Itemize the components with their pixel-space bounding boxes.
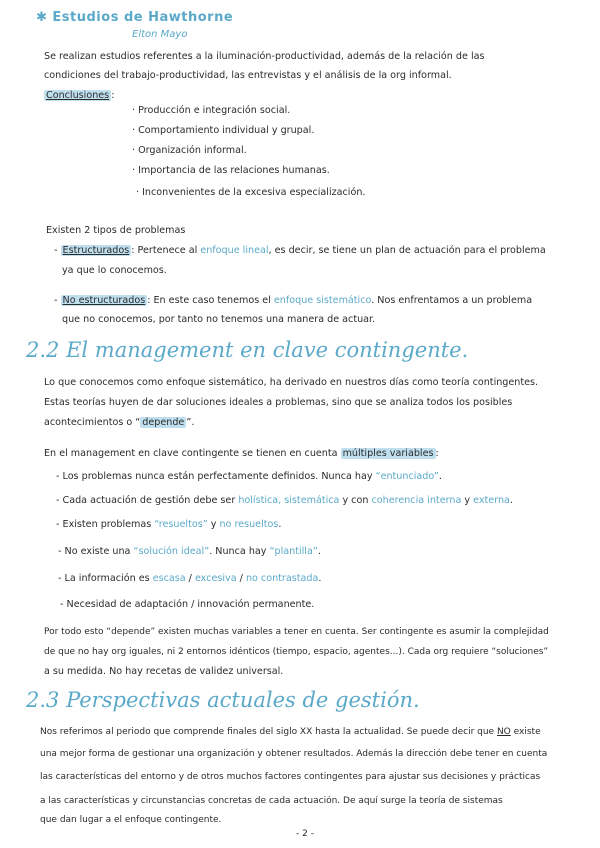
- conclusion-item: · Comportamiento individual y grupal.: [132, 125, 315, 136]
- page-title: ✱ Estudios de Hawthorne: [36, 10, 234, 25]
- s22-p3-line-3: a su medida. No hay recetas de validez universal.: [44, 666, 284, 677]
- s22-bullet-4: - No existe una “solución ideal”. Nunca hay “plantilla”.: [58, 546, 321, 557]
- conclusion-item: · Importancia de las relaciones humanas.: [132, 165, 330, 176]
- s22-bullet-2: - Cada actuación de gestión debe ser holística, sistemática y con coherencia interna y externa.: [56, 495, 513, 506]
- conclusion-item: · Organización informal.: [132, 145, 247, 156]
- no-estructurados-line-2: que no conocemos, por tanto no tenemos una manera de actuar.: [62, 314, 376, 325]
- section-2-2-heading: 2.2 El management en clave contingente.: [26, 338, 469, 362]
- conclusiones-label: Conclusiones: [46, 90, 110, 101]
- problemas-intro: Existen 2 tipos de problemas: [46, 225, 186, 236]
- s22-p1-line-1: Lo que conocemos como enfoque sistemático, ha derivado en nuestros días como teoría contingentes.: [44, 377, 539, 388]
- multiples-variables-term: múltiples variables: [342, 448, 434, 459]
- conclusiones-heading: [44, 89, 114, 102]
- author-name: Elton Mayo: [132, 29, 188, 40]
- s23-line-2: una mejor forma de gestionar una organización y obtener resultados. Además la dirección debe tener en cuenta: [40, 749, 548, 759]
- no-estructurados-line-1: - No estructurados : En este caso tenemos el enfoque sistemático. Nos enfrentamos a un problema: [54, 295, 533, 306]
- estructurados-line-2: ya que lo conocemos.: [62, 265, 167, 276]
- s22-bullet-6: - Necesidad de adaptación / innovación permanente.: [60, 599, 315, 610]
- conclusiones-colon: :: [111, 90, 115, 101]
- page-number: - 2 -: [296, 829, 314, 839]
- s22-p1-line-2: Estas teorías huyen de dar soluciones ideales a problemas, sino que se analiza todos los posibles: [44, 397, 513, 408]
- estructurados-line-1: - Estructurados : Pertenece al enfoque lineal, es decir, se tiene un plan de actuación para el problema: [54, 245, 546, 256]
- s22-p1-line-3: acontecimientos o “ depende ”.: [44, 417, 195, 428]
- no-estructurados-label: No estructurados: [62, 295, 146, 306]
- s22-p2: En el management en clave contingente se tienen en cuenta múltiples variables :: [44, 448, 439, 459]
- s23-line-3: las características del entorno y de otros muchos factores contingentes para ajustar sus decisiones y prácticas: [40, 772, 541, 782]
- conclusion-item: · Producción e integración social.: [132, 105, 291, 116]
- depende-term: depende: [142, 417, 185, 428]
- s22-p3-line-1: Por todo esto “depende” existen muchas variables a tener en cuenta. Ser contingente es asumir la complejidad: [44, 627, 549, 637]
- s23-line-5: que dan lugar a el enfoque contingente.: [40, 815, 222, 825]
- s22-bullet-1: - Los problemas nunca están perfectamente definidos. Nunca hay “entunciado”.: [56, 471, 442, 482]
- s22-p3-line-2: de que no hay org iguales, ni 2 entornos idénticos (tiempo, espacio, agentes...). Cada org requiere “soluciones”: [44, 647, 549, 657]
- s22-bullet-5: - La información es escasa / excesiva / no contrastada.: [58, 573, 322, 584]
- s23-line-4: a las características y circunstancias concretas de cada actuación. De aquí surge la teoría de sistemas: [40, 796, 503, 806]
- enfoque-sistematico-term: enfoque sistemático: [273, 295, 372, 306]
- section-2-3-heading: 2.3 Perspectivas actuales de gestión.: [26, 688, 420, 712]
- estructurados-label: Estructurados: [62, 245, 130, 256]
- conclusion-item: · Inconvenientes de la excesiva especialización.: [136, 187, 366, 198]
- enfoque-lineal-term: enfoque lineal: [200, 245, 269, 256]
- s23-line-1: Nos referimos al periodo que comprende finales del siglo XX hasta la actualidad. Se puede decir que NO existe: [40, 727, 541, 737]
- intro-line-1: Se realizan estudios referentes a la iluminación-productividad, además de la relación de las: [44, 51, 485, 62]
- intro-line-2: condiciones del trabajo-productividad, las entrevistas y el análisis de la org informal.: [44, 70, 452, 81]
- s22-bullet-3: - Existen problemas “resueltos” y no resueltos.: [56, 519, 282, 530]
